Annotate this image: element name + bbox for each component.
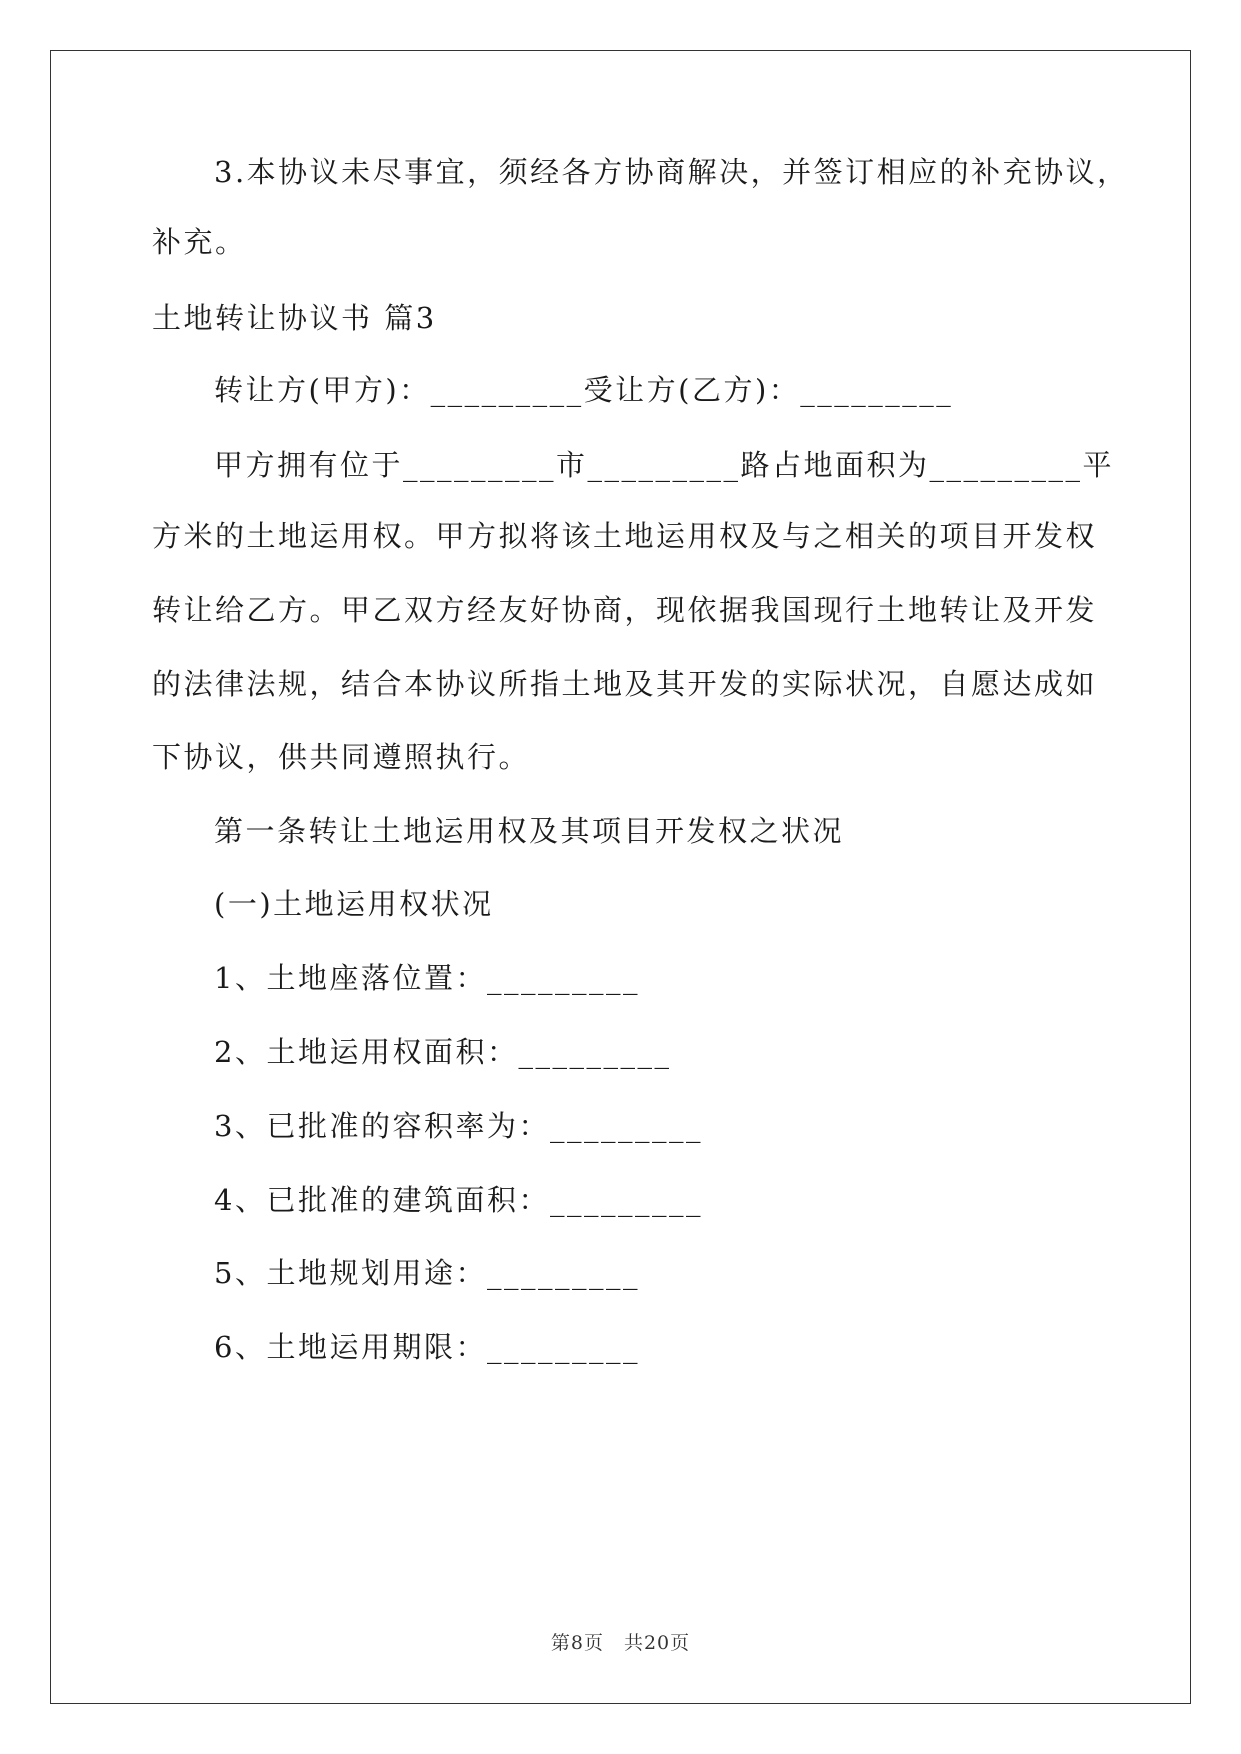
section-title: 土地转让协议书 篇3 [152, 301, 437, 335]
list-item: 3、已批准的容积率为：_________ [214, 1109, 703, 1143]
list-item: 6、土地运用期限：_________ [214, 1330, 640, 1364]
paragraph-line: 方米的土地运用权。甲方拟将该土地运用权及与之相关的项目开发权 [152, 519, 1098, 553]
parties-line: 转让方(甲方)：_________受让方(乙方)：_________ [214, 373, 954, 407]
paragraph-line: 转让给乙方。甲乙双方经友好协商，现依据我国现行土地转让及开发 [152, 593, 1098, 627]
paragraph-line: 的法律法规，结合本协议所指土地及其开发的实际状况，自愿达成如 [152, 667, 1098, 701]
list-item: 2、土地运用权面积：_________ [214, 1035, 672, 1069]
paragraph-line: 下协议，供共同遵照执行。 [152, 740, 531, 774]
paragraph-line: 3.本协议未尽事宜，须经各方协商解决，并签订相应的补充协议， [214, 155, 1129, 189]
page-footer: 第8页 共20页 [550, 1632, 691, 1654]
subsection-title: (一)土地运用权状况 [214, 887, 494, 921]
list-item: 4、已批准的建筑面积：_________ [214, 1183, 703, 1217]
list-item: 5、土地规划用途：_________ [214, 1256, 640, 1290]
article-title: 第一条转让土地运用权及其项目开发权之状况 [214, 814, 845, 848]
paragraph-line: 甲方拥有位于_________市_________路占地面积为_________平 [214, 448, 1115, 482]
list-item: 1、土地座落位置：_________ [214, 961, 640, 995]
paragraph-line: 补充。 [152, 225, 247, 259]
